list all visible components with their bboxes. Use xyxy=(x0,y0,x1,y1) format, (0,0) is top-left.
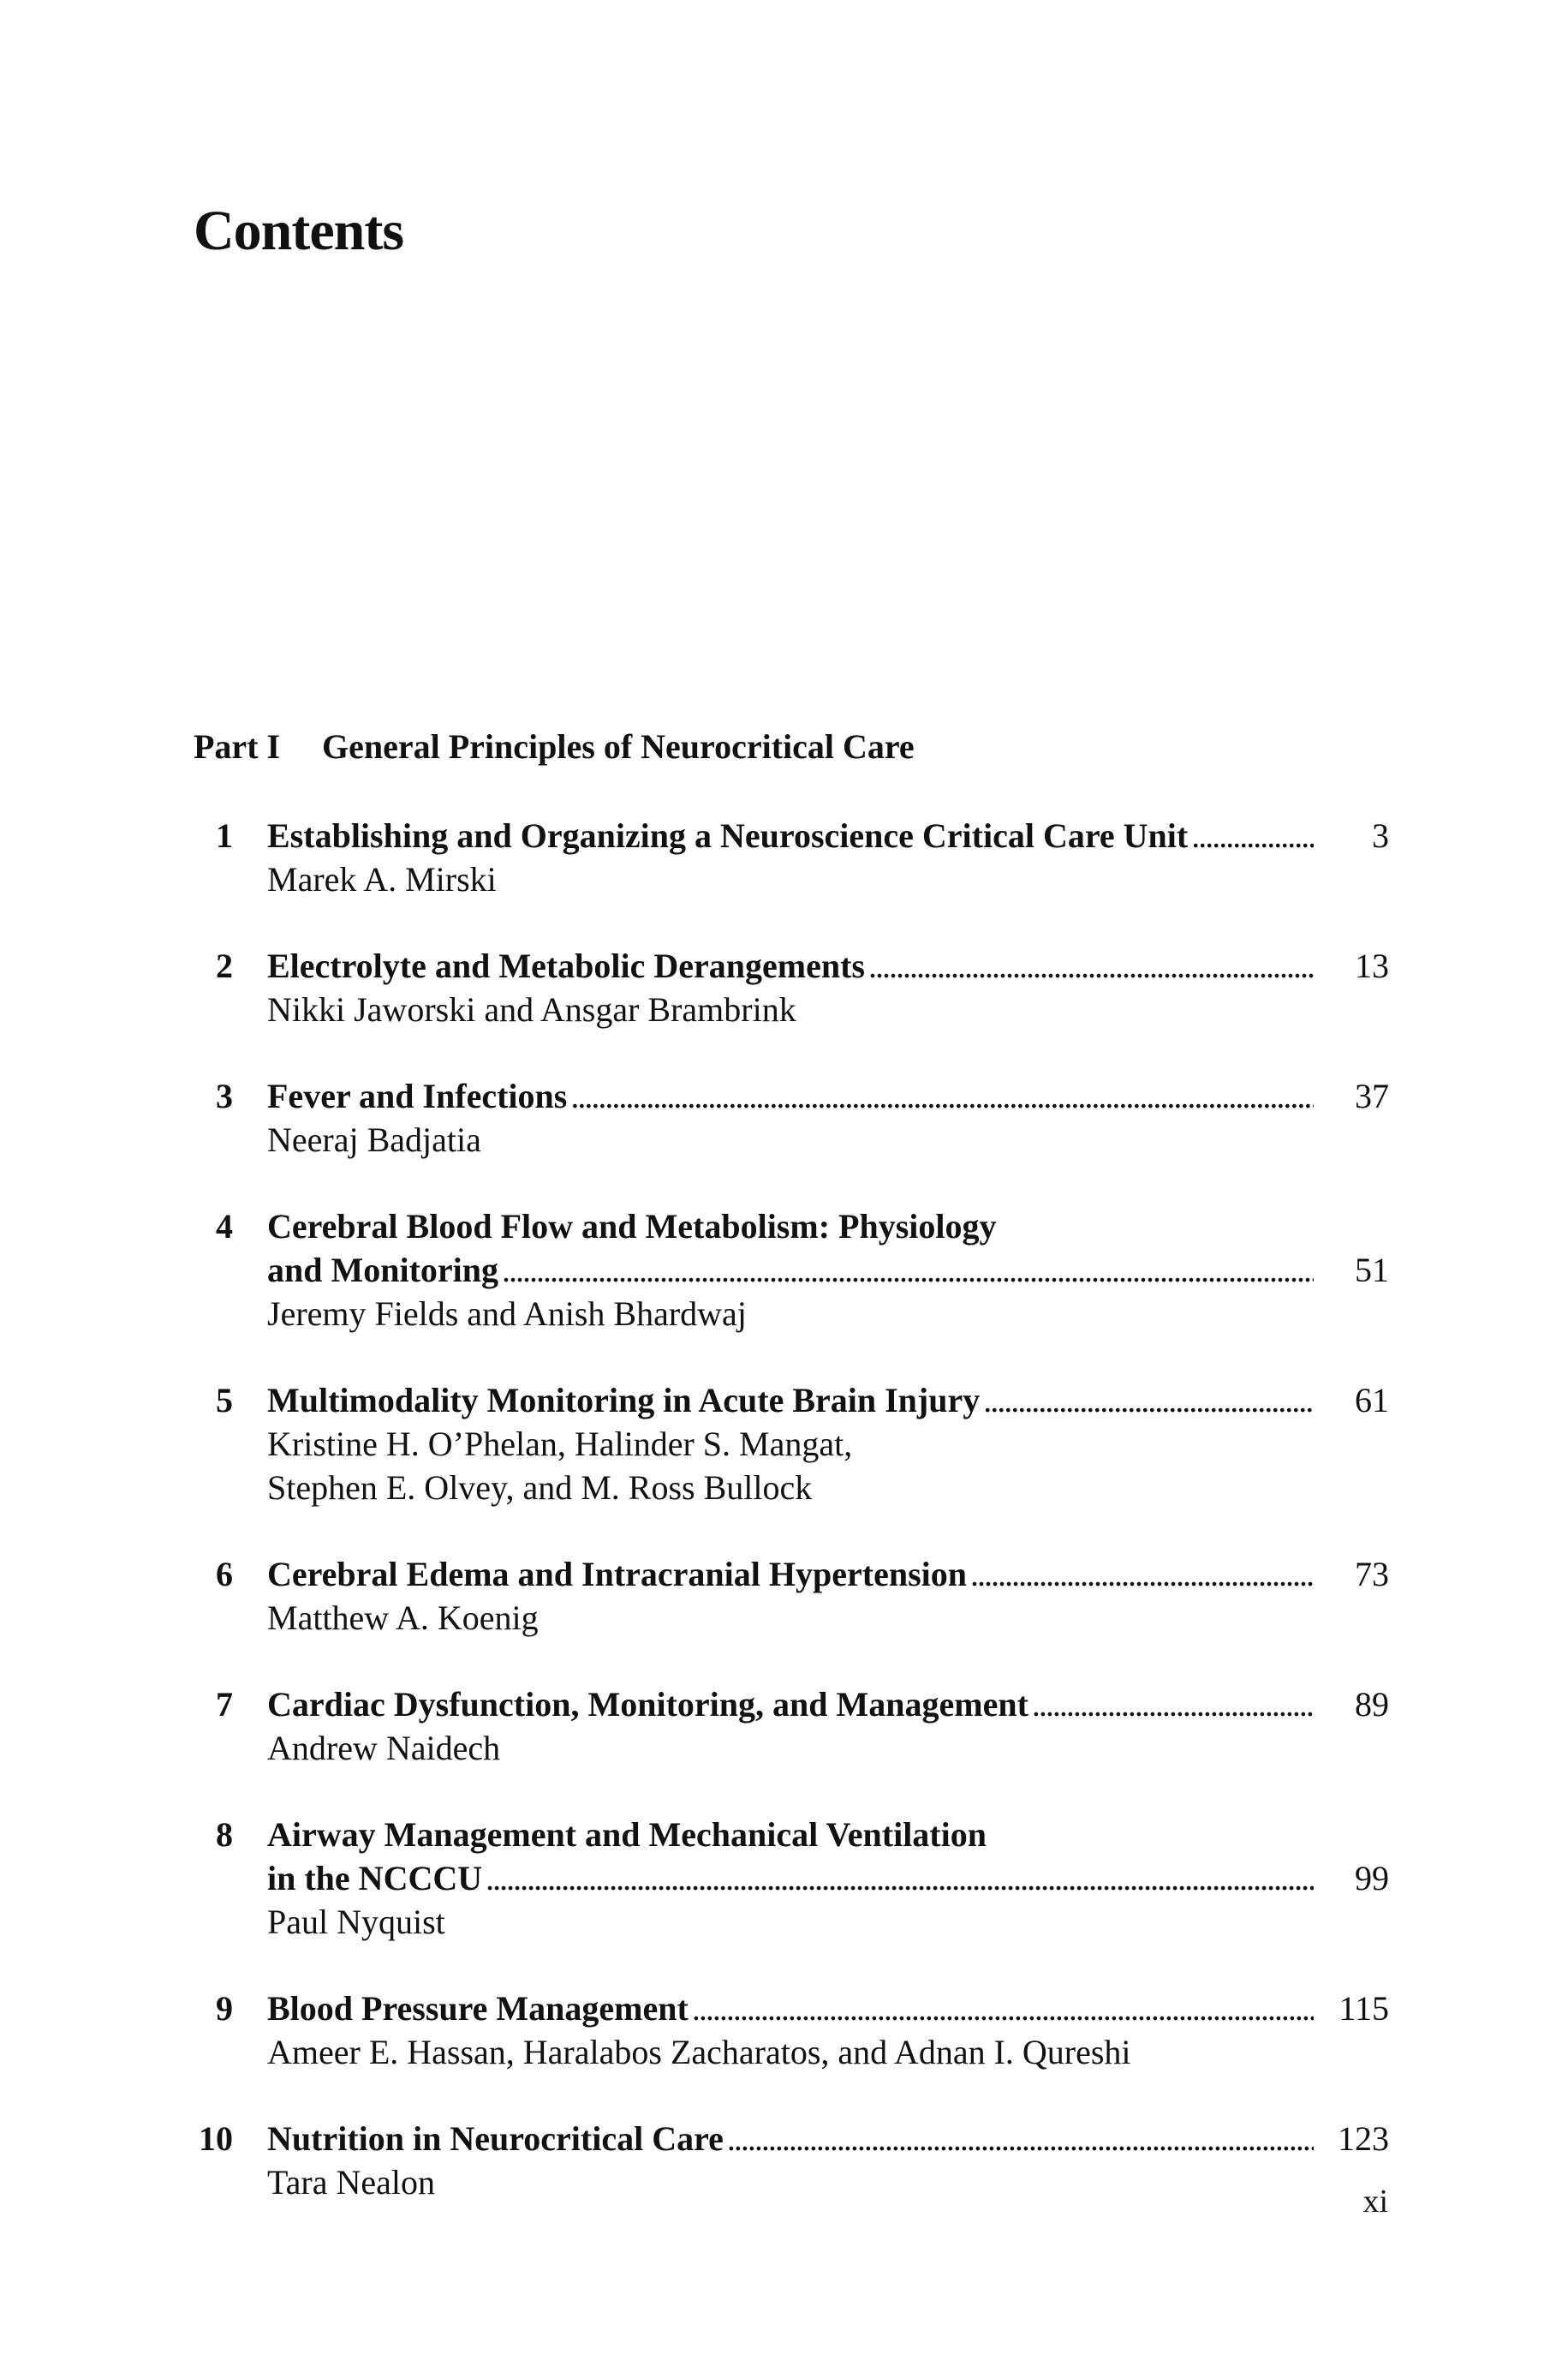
toc-entry-5[interactable] xyxy=(194,1378,1389,1509)
chapter-title[interactable]: Cerebral Edema and Intracranial Hypertension xyxy=(267,1555,968,1593)
table-of-contents xyxy=(194,814,1389,2247)
chapter-number: 4 xyxy=(216,1207,233,1246)
toc-entry-10[interactable] xyxy=(194,2117,1389,2204)
chapter-number: 8 xyxy=(216,1815,233,1854)
toc-entry-7[interactable] xyxy=(194,1682,1389,1770)
dot-leader xyxy=(1032,1682,1314,1726)
chapter-authors: Ameer E. Hassan, Haralabos Zacharatos, and Adnan I. Qureshi xyxy=(267,2033,1131,2071)
dot-leader xyxy=(486,1856,1314,1900)
chapter-title[interactable]: Electrolyte and Metabolic Derangements xyxy=(267,947,865,985)
dot-leader xyxy=(692,1987,1314,2030)
chapter-number: 9 xyxy=(216,1989,233,2028)
dot-leader xyxy=(868,944,1314,988)
chapter-number: 7 xyxy=(216,1685,233,1724)
chapter-page: 13 xyxy=(1355,947,1389,985)
chapter-page: 61 xyxy=(1355,1381,1389,1419)
chapter-authors: Paul Nyquist xyxy=(267,1903,445,1941)
toc-entry-6[interactable] xyxy=(194,1552,1389,1640)
chapter-title[interactable]: Multimodality Monitoring in Acute Brain Injury xyxy=(267,1381,981,1419)
chapter-authors: Tara Nealon xyxy=(267,2163,435,2202)
toc-entry-2[interactable] xyxy=(194,944,1389,1031)
chapter-page: 115 xyxy=(1338,1989,1389,2028)
toc-entry-1[interactable] xyxy=(194,814,1389,901)
dot-leader xyxy=(970,1552,1314,1596)
toc-entry-8[interactable] xyxy=(194,1813,1389,1944)
chapter-page: 123 xyxy=(1338,2119,1389,2158)
toc-entry-3[interactable] xyxy=(194,1074,1389,1162)
dot-leader xyxy=(570,1074,1314,1118)
chapter-authors: Andrew Naidech xyxy=(267,1729,501,1767)
dot-leader xyxy=(983,1378,1314,1422)
chapter-authors-line2: Stephen E. Olvey, and M. Ross Bullock xyxy=(267,1468,813,1507)
chapter-number: 1 xyxy=(216,816,233,855)
toc-entry-4[interactable] xyxy=(194,1204,1389,1335)
chapter-page: 99 xyxy=(1355,1859,1389,1897)
chapter-authors: Jeremy Fields and Anish Bhardwaj xyxy=(267,1294,747,1333)
chapter-page: 51 xyxy=(1355,1251,1389,1289)
chapter-authors: Neeraj Badjatia xyxy=(267,1120,481,1159)
chapter-number: 5 xyxy=(216,1381,233,1419)
chapter-number: 2 xyxy=(216,947,233,985)
toc-entry-9[interactable] xyxy=(194,1987,1389,2074)
dot-leader xyxy=(1191,814,1314,857)
chapter-title-line1[interactable]: Airway Management and Mechanical Ventilation xyxy=(267,1815,987,1854)
chapter-title[interactable]: Fever and Infections xyxy=(267,1077,568,1115)
dot-leader xyxy=(502,1248,1314,1292)
chapter-title[interactable]: and Monitoring xyxy=(267,1251,499,1289)
chapter-page: 3 xyxy=(1372,816,1389,855)
chapter-page: 73 xyxy=(1355,1555,1389,1593)
chapter-title[interactable]: Blood Pressure Management xyxy=(267,1989,689,2028)
chapter-title[interactable]: Nutrition in Neurocritical Care xyxy=(267,2119,724,2158)
chapter-authors: Matthew A. Koenig xyxy=(267,1598,539,1637)
chapter-number: 6 xyxy=(216,1555,233,1593)
chapter-authors: Kristine H. O’Phelan, Halinder S. Mangat, xyxy=(267,1425,853,1463)
dot-leader xyxy=(727,2117,1314,2160)
part-label: Part I xyxy=(194,727,281,766)
chapter-number: 10 xyxy=(199,2119,233,2158)
chapter-page: 89 xyxy=(1355,1685,1389,1724)
page-number: xi xyxy=(1362,2184,1388,2220)
chapter-authors: Nikki Jaworski and Ansgar Brambrink xyxy=(267,990,796,1029)
chapter-authors: Marek A. Mirski xyxy=(267,860,497,899)
chapter-title-line1[interactable]: Cerebral Blood Flow and Metabolism: Physiology xyxy=(267,1207,997,1246)
chapter-title[interactable]: in the NCCCU xyxy=(267,1859,483,1897)
page-title: Contents xyxy=(194,200,404,262)
part-title: General Principles of Neurocritical Care xyxy=(322,727,915,766)
chapter-title[interactable]: Cardiac Dysfunction, Monitoring, and Management xyxy=(267,1685,1028,1724)
part-heading xyxy=(194,726,915,767)
chapter-title[interactable]: Establishing and Organizing a Neuroscience Critical Care Unit xyxy=(267,816,1189,855)
chapter-page: 37 xyxy=(1355,1077,1389,1115)
chapter-number: 3 xyxy=(216,1077,233,1115)
